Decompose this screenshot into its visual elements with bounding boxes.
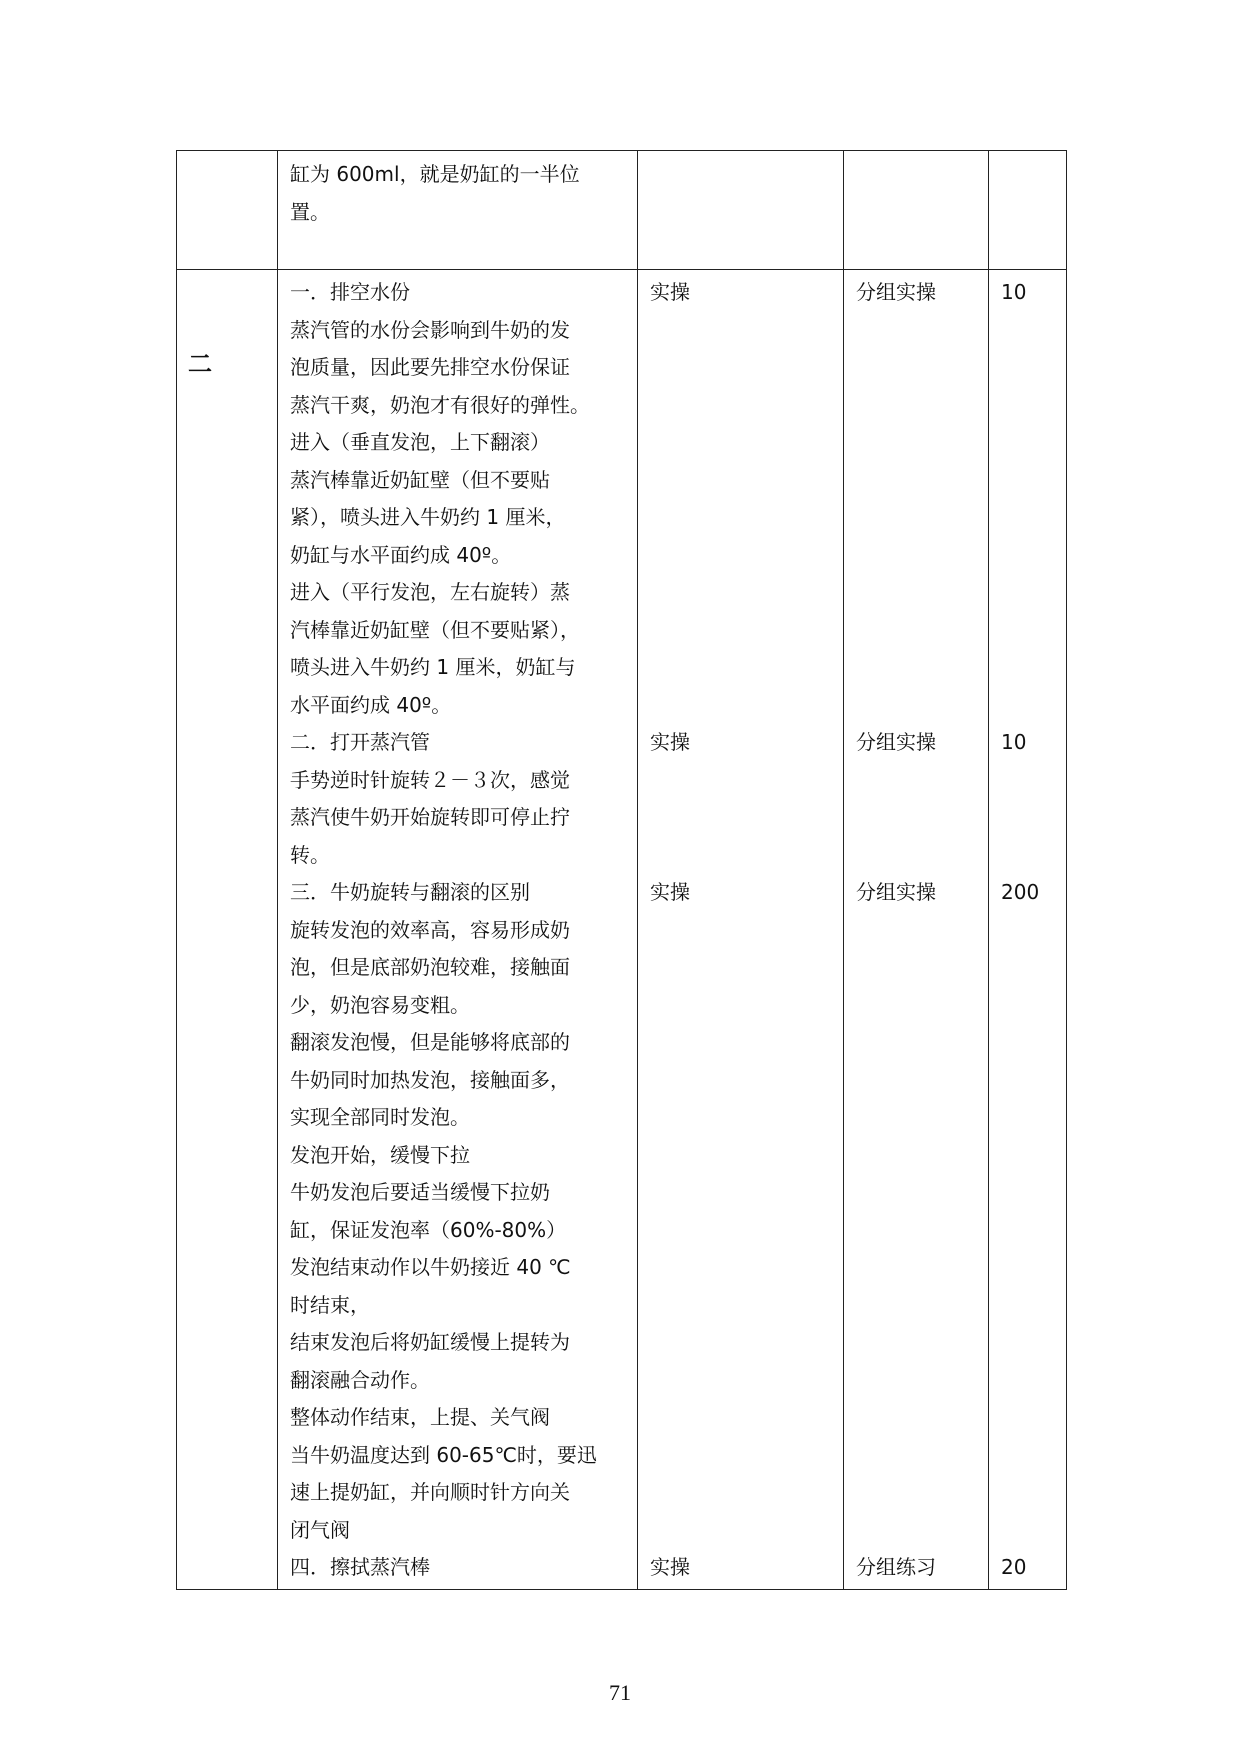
content-line: 当牛奶温度达到 60-65℃时，要迅 (290, 1442, 597, 1467)
method-value: 实操 (650, 730, 690, 754)
content-line: 速上提奶缸，并向顺时针方向关 (290, 1480, 570, 1504)
content-line: 转。 (290, 842, 330, 867)
time-value: 10 (1001, 730, 1027, 754)
content-line: 进入（平行发泡，左右旋转）蒸 (290, 580, 570, 604)
content-line: 结束发泡后将奶缸缓慢上提转为 (290, 1330, 570, 1354)
content-line: 紧），喷头进入牛奶约 1 厘米， (290, 505, 566, 529)
content-line: 翻滚发泡慢，但是能够将底部的 (290, 1030, 570, 1054)
content-line: 蒸汽棒靠近奶缸壁（但不要贴 (290, 467, 550, 492)
content-line: 泡质量，因此要先排空水份保证 (290, 355, 570, 379)
form-cell (844, 151, 989, 270)
content-line: 泡，但是底部奶泡较难，接触面 (290, 955, 570, 979)
time-cell (989, 151, 1067, 270)
content-line: 闭气阀 (290, 1517, 350, 1542)
content-line-heading: 三．牛奶旋转与翻滚的区别 (290, 880, 530, 904)
section-number-cell (177, 151, 278, 270)
content-line: 缸为 600ml，就是奶缸的一半位 (290, 162, 580, 186)
content-line: 水平面约成 40º。 (290, 692, 452, 717)
table-row (177, 270, 1067, 1590)
content-line: 牛奶同时加热发泡，接触面多， (290, 1067, 570, 1092)
content-line-heading: 四．擦拭蒸汽棒 (290, 1555, 430, 1579)
content-line: 蒸汽干爽，奶泡才有很好的弹性。 (290, 392, 590, 417)
section-number: 二 (188, 350, 212, 378)
content-line: 翻滚融合动作。 (290, 1367, 430, 1392)
lesson-plan-table (176, 150, 1067, 1590)
form-value: 分组实操 (856, 730, 936, 754)
content-line: 时结束， (290, 1292, 370, 1317)
form-value: 分组实操 (856, 280, 936, 304)
page-number: 71 (609, 1680, 631, 1705)
table-row (177, 151, 1067, 270)
method-cell (638, 151, 844, 270)
content-cell (278, 270, 638, 1590)
content-line: 少，奶泡容易变粗。 (290, 992, 470, 1017)
form-value: 分组实操 (856, 880, 936, 904)
section-number-cell (177, 270, 278, 1590)
form-cell (844, 270, 989, 1590)
method-cell (638, 270, 844, 1590)
content-line: 进入（垂直发泡，上下翻滚） (290, 430, 550, 454)
form-value: 分组练习 (856, 1555, 936, 1579)
content-line: 蒸汽使牛奶开始旋转即可停止拧 (290, 805, 570, 829)
content-line: 缸，保证发泡率（60%-80%） (290, 1217, 567, 1242)
time-value: 20 (1001, 1555, 1027, 1579)
time-cell (989, 270, 1067, 1590)
method-value: 实操 (650, 280, 690, 304)
content-line: 手势逆时针旋转２－３次，感觉 (290, 767, 570, 792)
content-cell (278, 151, 638, 270)
content-line: 实现全部同时发泡。 (290, 1105, 470, 1129)
method-value: 实操 (650, 1555, 690, 1579)
content-line: 发泡结束动作以牛奶接近 40 ℃ (290, 1255, 571, 1279)
content-line: 蒸汽管的水份会影响到牛奶的发 (290, 317, 570, 342)
content-line: 整体动作结束，上提、关气阀 (290, 1405, 550, 1429)
content-line: 旋转发泡的效率高，容易形成奶 (290, 917, 570, 942)
content-line: 喷头进入牛奶约 1 厘米，奶缸与 (290, 655, 576, 679)
time-value: 200 (1001, 880, 1040, 904)
content-line: 汽棒靠近奶缸壁（但不要贴紧）， (290, 617, 580, 642)
method-value: 实操 (650, 880, 690, 904)
time-value: 10 (1001, 280, 1027, 304)
content-line: 发泡开始，缓慢下拉 (290, 1142, 470, 1167)
content-line: 牛奶发泡后要适当缓慢下拉奶 (290, 1180, 550, 1204)
content-line-heading: 一．排空水份 (290, 280, 410, 304)
content-line-heading: 二．打开蒸汽管 (290, 730, 430, 754)
content-line: 置。 (290, 199, 330, 224)
content-line: 奶缸与水平面约成 40º。 (290, 542, 512, 567)
